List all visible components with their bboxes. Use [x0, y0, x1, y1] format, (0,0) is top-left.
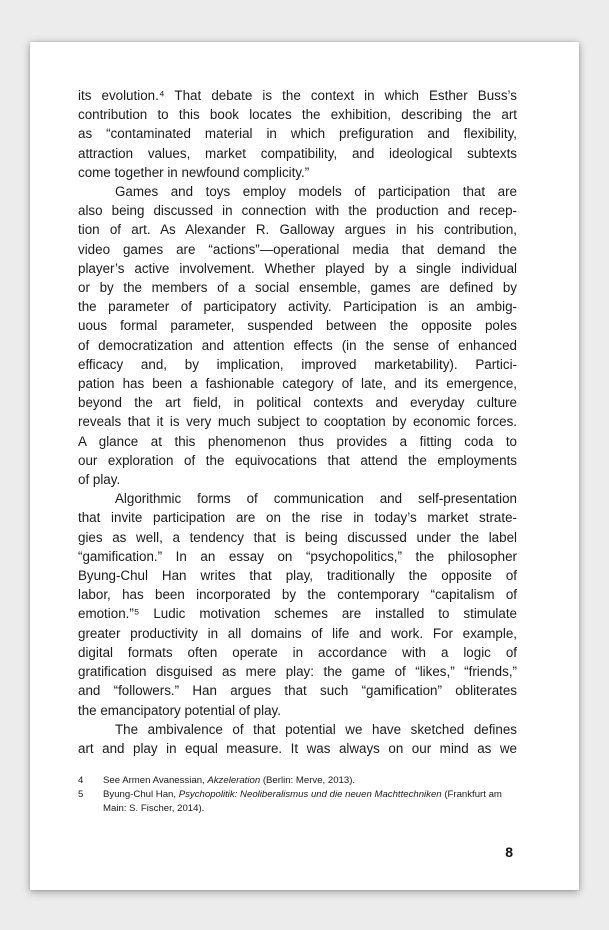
text-line: the parameter of participatory activity. Participation is an ambig- [78, 299, 517, 315]
footnote [78, 788, 518, 816]
page-number: 8 [505, 844, 513, 860]
text-line: Byung-Chul Han writes that play, traditionally the opposite of [78, 568, 517, 584]
text-line: “gamification.” In an essay on “psychopolitics,” the philosopher [78, 548, 517, 564]
text-line: come together in newfound complicity.” [78, 164, 310, 180]
footnote-citation: See Armen Avanessian, [103, 775, 208, 786]
text-line: gies as well, a tendency that is being discussed under the label [78, 529, 517, 545]
footnote-title: Akzeleration [207, 775, 261, 786]
text-line: as “contaminated material in which prefiguration and flexibility, [78, 126, 517, 142]
footnote-text [103, 788, 518, 816]
text-line: pation has been a fashionable category of late, and its emergence, [78, 376, 517, 392]
text-line: of democratization and attention effects (in the sense of enhanced [78, 337, 517, 353]
text-line: contribution to this book locates the exhibition, describing the art [78, 107, 517, 123]
footnote-number: 5 [78, 789, 84, 800]
text-line: Games and toys employ models of participation that are [115, 184, 517, 200]
text-line: art and play in equal measure. It was always on our mind as we [78, 740, 517, 756]
text-line: that invite participation are on the rise in today’s market strate- [78, 510, 517, 526]
footnotes [78, 774, 518, 816]
footnote-text [103, 774, 518, 788]
text-line: gratification disguised as mere play: the game of “likes,” “friends,” [78, 664, 517, 680]
text-line: The ambivalence of that potential we have sketched defines [115, 721, 517, 737]
text-line: greater productivity in all domains of life and work. For example, [78, 625, 517, 641]
footnote-number: 4 [78, 775, 84, 786]
text-line: uous formal parameter, suspended between the opposite poles [78, 318, 517, 334]
text-line: video games are “actions”—operational media that demand the [78, 241, 517, 257]
footnote-title: Psychopolitik: Neoliberalismus und die neuen Machttechniken [178, 789, 442, 800]
text-line: and “followers.” Han argues that such “gamification” obliterates [78, 683, 517, 699]
text-line: Algorithmic forms of communication and self-presentation [115, 491, 517, 507]
text-line: A glance at this phenomenon thus provides a fitting coda to [78, 433, 517, 449]
text-line: our exploration of the equivocations that attend the employments [78, 452, 517, 468]
text-line: of play. [78, 472, 121, 488]
text-line: player’s active involvement. Whether played by a single individual [78, 260, 517, 276]
text-line: or by the members of a social ensemble, games are defined by [78, 280, 517, 296]
footnote-citation: Byung-Chul Han, [103, 789, 179, 800]
text-line: also being discussed in connection with the production and recep- [78, 203, 517, 219]
text-line: beyond the art field, in political contexts and everyday culture [78, 395, 517, 411]
text-line: the emancipatory potential of play. [78, 702, 281, 718]
text-line: tion of art. As Alexander R. Galloway argues in his contribution, [78, 222, 517, 238]
book-page [30, 42, 579, 890]
text-line: digital formats often operate in accordance with a logic of [78, 644, 517, 660]
footnote-publication: (Berlin: Merve, 2013). [260, 775, 356, 786]
text-line: efficacy and, by implication, improved marketability). Partici- [78, 356, 517, 372]
footnote-publication: (Frankfurt am Main: S. Fischer, 2014). [103, 789, 502, 814]
footnote [78, 774, 518, 788]
text-line: reveals that it is very much subject to cooptation by economic forces. [78, 414, 517, 430]
text-line: attraction values, market compatibility, and ideological subtexts [78, 145, 517, 161]
text-line: its evolution.⁴ That debate is the context in which Esther Buss’s [78, 88, 517, 103]
text-line: labor, has been incorporated by the contemporary “capitalism of [78, 587, 517, 603]
body-text [78, 86, 517, 758]
text-line: emotion.”⁵ Ludic motivation schemes are installed to stimulate [78, 606, 517, 622]
